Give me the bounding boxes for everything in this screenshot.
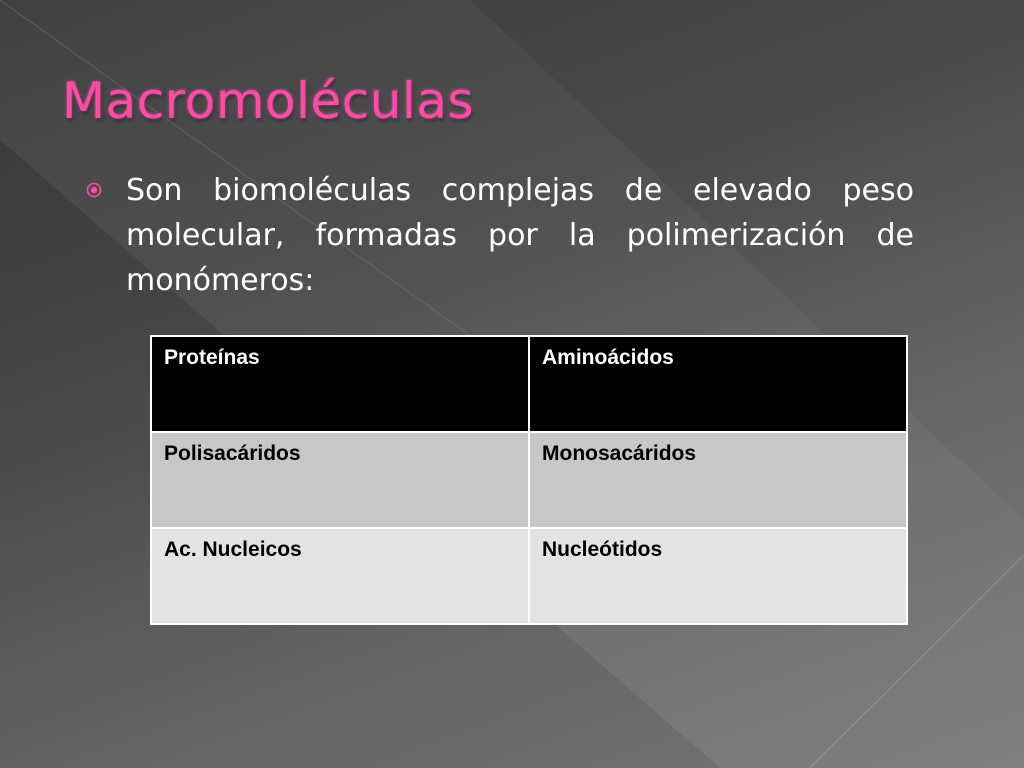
table-row <box>151 528 907 624</box>
table-cell: Aminoácidos <box>529 336 907 432</box>
table-row <box>151 432 907 528</box>
table-cell: Nucleótidos <box>529 528 907 624</box>
bullet-item <box>86 168 916 303</box>
target-bullet-icon <box>86 182 102 198</box>
bullet-text: Son biomoléculas complejas de elevado peso molecular, formadas por la polimerización de monómeros: <box>126 173 914 298</box>
slide-title: Macromoléculas <box>62 72 475 130</box>
table-cell: Monosacáridos <box>529 432 907 528</box>
table-cell: Proteínas <box>151 336 529 432</box>
monomer-table <box>150 335 908 625</box>
table-cell: Polisacáridos <box>151 432 529 528</box>
table-cell: Ac. Nucleicos <box>151 528 529 624</box>
table-row <box>151 336 907 432</box>
